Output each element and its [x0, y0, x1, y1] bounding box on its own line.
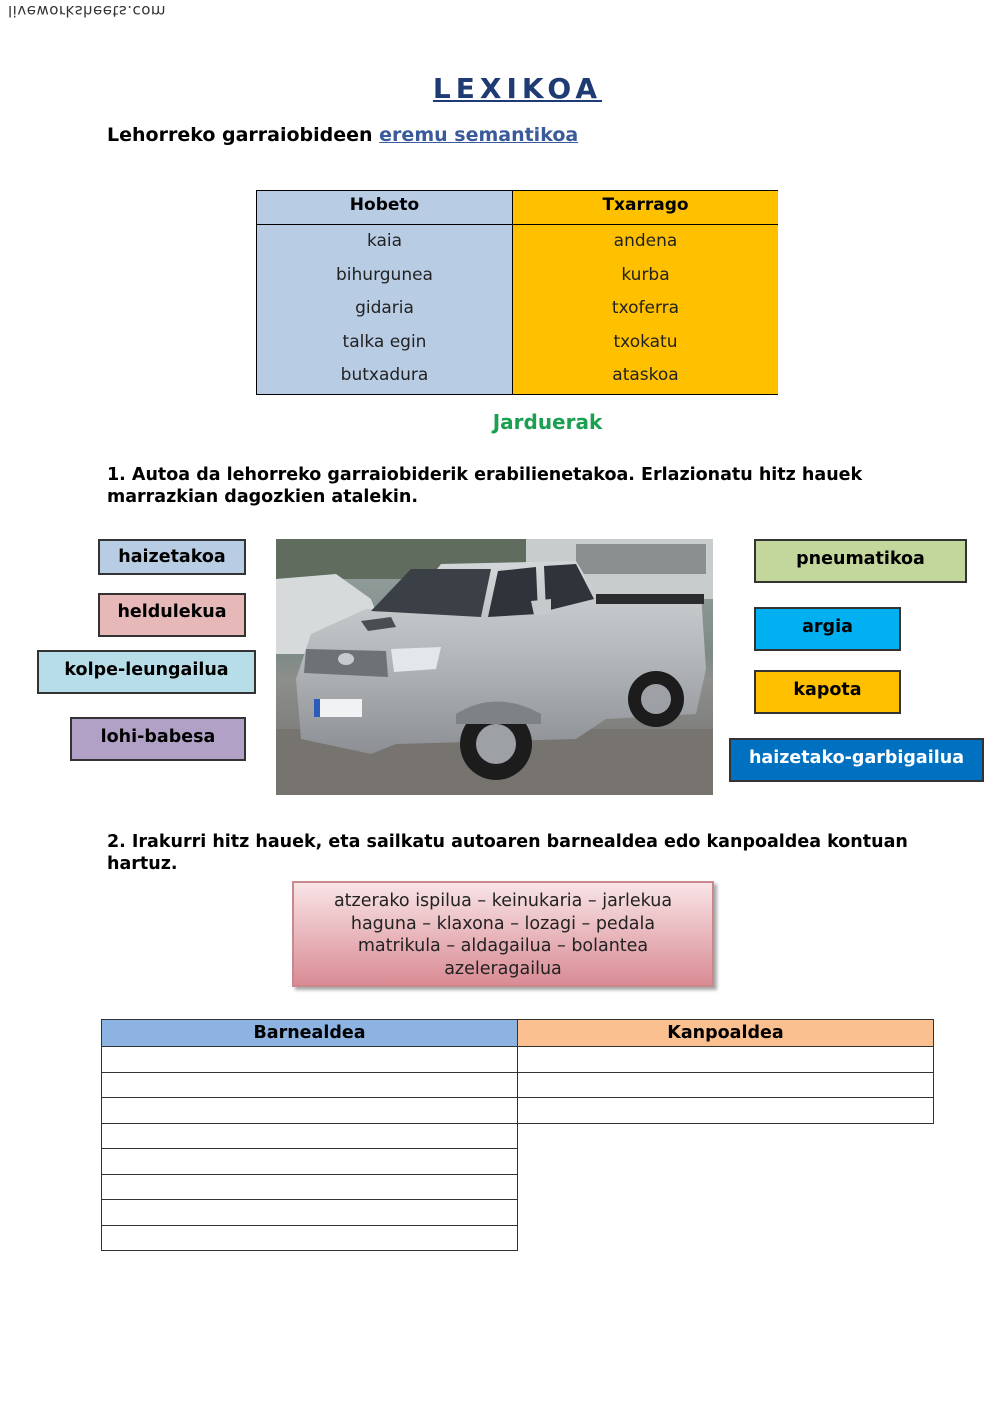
hobeto-column	[257, 191, 512, 394]
label-haizetakoa[interactable]: haizetakoa	[98, 539, 246, 575]
word-bank	[292, 881, 714, 987]
hobeto-header: Hobeto	[257, 191, 512, 225]
label-argia[interactable]: argia	[754, 607, 901, 651]
lexicon-cell: ataskoa	[612, 365, 679, 385]
classification-table	[101, 1019, 934, 1251]
lexicon-cell: talka egin	[342, 331, 427, 352]
lexicon-cell: andena	[613, 231, 678, 251]
barnealdea-cell[interactable]	[102, 1225, 518, 1251]
txarrago-column	[512, 191, 778, 394]
label-kapota[interactable]: kapota	[754, 670, 901, 714]
subtitle-link: eremu semantikoa	[379, 124, 579, 146]
lexicon-table	[256, 190, 778, 395]
watermark: liveworksheets.com	[8, 2, 167, 20]
question-2: 2. Irakurri hitz hauek, eta sailkatu autoaren barnealdea edo kanpoaldea kontuan hartuz.	[107, 832, 908, 874]
barnealdea-header: Barnealdea	[102, 1020, 518, 1047]
lexicon-cell: kaia	[366, 231, 403, 251]
kanpoaldea-cell[interactable]	[518, 1098, 934, 1124]
word-bank-line: haguna – klaxona – lozagi – pedala	[350, 913, 656, 934]
barnealdea-cell[interactable]	[102, 1072, 518, 1098]
lexicon-cell: gidaria	[355, 298, 414, 318]
label-lohi-babesa[interactable]: lohi-babesa	[70, 717, 246, 761]
page-title: LEXIKOA	[432, 72, 603, 105]
lexicon-cell: butxadura	[340, 365, 429, 385]
word-bank-line: matrikula – aldagailua – bolantea	[357, 936, 649, 956]
barnealdea-cell[interactable]	[102, 1047, 518, 1073]
pickup-truck-image	[276, 539, 713, 795]
subtitle-text: Lehorreko garraiobideen	[107, 124, 380, 146]
question-1: 1. Autoa da lehorreko garraiobiderik erabilienetakoa. Erlazionatu hitz hauek marrazkian dagozkien atalekin.	[107, 465, 863, 507]
car-photo	[276, 539, 713, 795]
label-kolpe-leungailua[interactable]: kolpe-leungailua	[37, 650, 256, 694]
lexicon-cell: txokatu	[613, 331, 678, 352]
kanpoaldea-cell[interactable]	[518, 1072, 934, 1098]
kanpoaldea-cell[interactable]	[518, 1047, 934, 1073]
barnealdea-cell[interactable]	[102, 1149, 518, 1175]
lexicon-cell: bihurgunea	[336, 264, 433, 285]
lexicon-cell: txoferra	[611, 298, 680, 318]
word-bank-line: azeleragailua	[444, 958, 562, 979]
word-bank-line: atzerako ispilua – keinukaria – jarlekua	[333, 891, 673, 911]
lexicon-cell: kurba	[621, 264, 670, 285]
txarrago-header: Txarrago	[513, 191, 778, 225]
barnealdea-cell[interactable]	[102, 1174, 518, 1200]
barnealdea-cell[interactable]	[102, 1123, 518, 1149]
barnealdea-cell[interactable]	[102, 1098, 518, 1124]
barnealdea-cell[interactable]	[102, 1200, 518, 1226]
section-title: Jarduerak	[492, 410, 603, 434]
subtitle	[107, 124, 578, 146]
label-heldulekua[interactable]: heldulekua	[98, 593, 246, 637]
label-haizetako-garbigailua[interactable]: haizetako-garbigailua	[729, 738, 984, 782]
label-pneumatikoa[interactable]: pneumatikoa	[754, 539, 967, 583]
kanpoaldea-header: Kanpoaldea	[518, 1020, 934, 1047]
